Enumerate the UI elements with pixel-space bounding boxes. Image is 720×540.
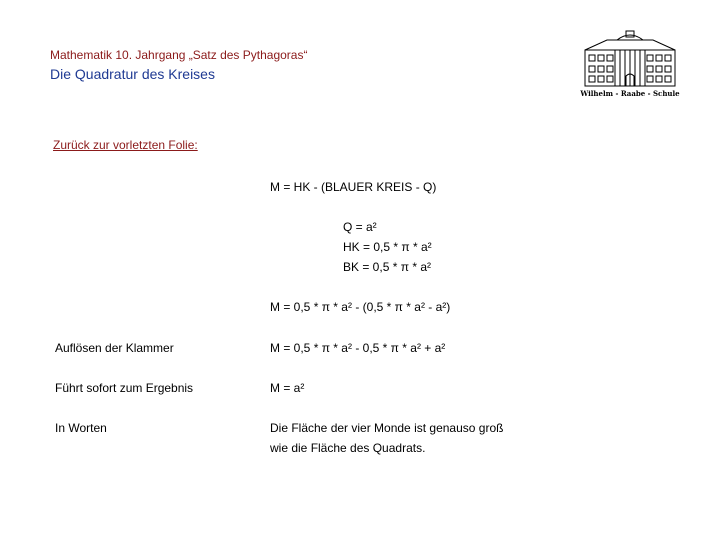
step-label: In Worten: [55, 421, 107, 435]
logo-caption: Wilhelm - Raabe - Schule: [580, 89, 680, 98]
slide-title: Die Quadratur des Kreises: [50, 66, 215, 82]
course-title: Mathematik 10. Jahrgang „Satz des Pythagoras“: [50, 48, 308, 62]
formula-q: Q = a²: [343, 220, 377, 234]
formula-hk: HK = 0,5 * π * a²: [343, 240, 432, 254]
step-value: Die Fläche der vier Monde ist genauso groß: [270, 421, 504, 435]
back-link[interactable]: Zurück zur vorletzten Folie:: [53, 138, 198, 152]
formula-substituted: M = 0,5 * π * a² - (0,5 * π * a² - a²): [270, 300, 451, 314]
step-value: M = 0,5 * π * a² - 0,5 * π * a² + a²: [270, 341, 446, 355]
step-value-continued: wie die Fläche des Quadrats.: [270, 441, 426, 455]
formula-main: M = HK - (BLAUER KREIS - Q): [270, 180, 437, 194]
step-label: Auflösen der Klammer: [55, 341, 174, 355]
step-label: Führt sofort zum Ergebnis: [55, 381, 194, 395]
formula-bk: BK = 0,5 * π * a²: [343, 260, 431, 274]
step-value: M = a²: [270, 381, 305, 395]
